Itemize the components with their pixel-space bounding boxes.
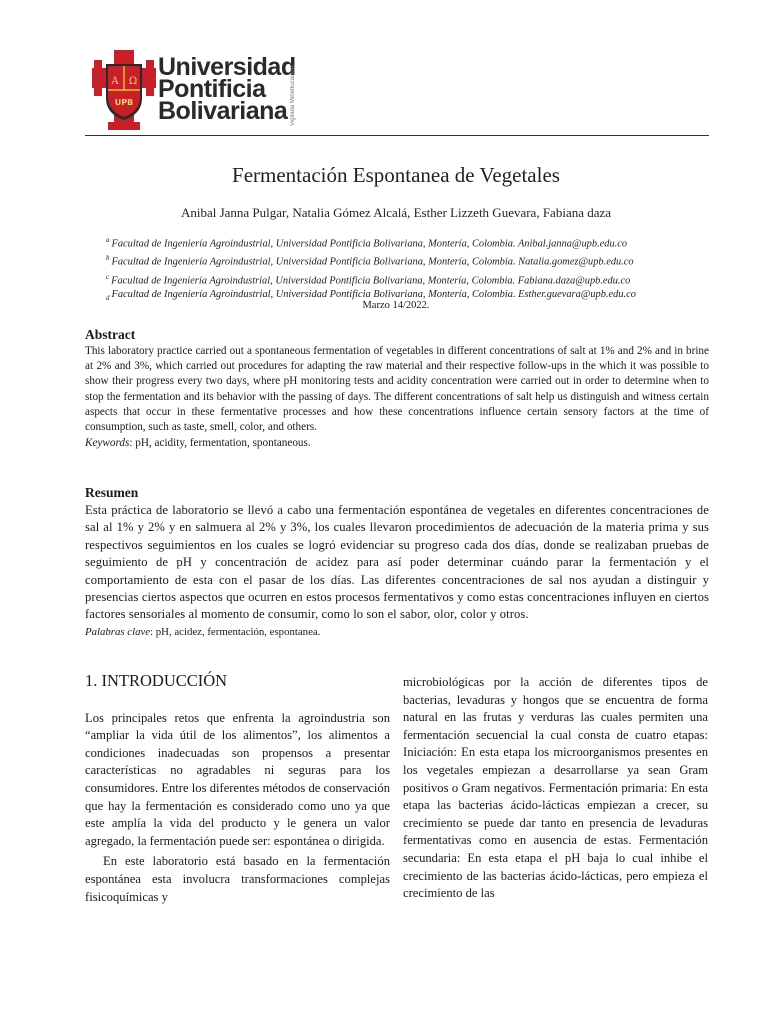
section-heading-introduccion: 1. INTRODUCCIÓN [85,671,228,690]
intro-paragraph-2: En este laboratorio está basado en la fermentación espontánea esta involucra transformaciones complejas fisicoquímicas y [85,854,390,904]
vigilada-label: Vigilada Mineducación [290,66,296,126]
resumen-section [85,485,709,639]
affiliation-line: $_d$ Facultad de Ingeniería Agroindustrial, Universidad Pontificia Bolivariana, Montería, Colombia. Esther.guevara@upb.edu.co [106,289,636,303]
university-name [158,53,296,125]
university-line-3: Bolivariana [158,97,288,125]
university-line-2: Pontificia [158,75,266,103]
affiliation-line: $^a$ Facultad de Ingeniería Agroindustrial, Universidad Pontificia Bolivariana, Montería, Colombia. Anibal.janna@upb.edu.co [106,236,628,250]
resumen-keywords: Palabras clave: pH, acidez, fermentación, espontanea. [85,625,321,638]
university-logo [92,40,312,130]
abstract-body: This laboratory practice carried out a spontaneous fermentation of vegetables in different concentrations of salt at 1% and 2% and in brine at 2% and 3%, which carried out procedures for adapting the raw material and their respective follow-ups in the which it was possible to show their progress every two days, where pH monitoring tests and acidity concentration were carried out in order to determine when to stop the fermentation and its behavior with the passing of days. The different concentrations of salt help us distinguish and witness certain aspects that occur in these fermentative processes and how these concentrations influence certain sensory factors at the time of consumption, such as taste, smell, color, and others. [85,345,709,434]
affiliation-line: $^b$ Facultad de Ingeniería Agroindustrial, Universidad Pontificia Bolivariana, Montería, Colombia. Natalia.gomez@upb.edu.co [106,254,634,268]
intro-paragraph-continued: microbiológicas por la acción de diferentes tipos de bacterias, levaduras y hongos que se encuentra de forma natural en las frutas y verduras las cuales permiten una fermentación secuencial la cual consta de cuatro etapas: Iniciación: En esta etapa los microorganismos presentes en los vegetales empiezan a desarrollarse ya sean Gram positivos o Gram negativos. Fermentación primaria: En esta etapa las bacterias ácido-lácticas empiezan a crecer, su crecimiento se puede dar tanto en presencia de levaduras fermentativas como en ausencia de estas. Fermentación secundaria: En esta etapa el pH baja lo cual inhibe el crecimiento de las bacterias ácido-lácticas, pero empieza el crecimiento de las [403,675,708,901]
shield-alpha: Α [111,76,119,87]
resumen-heading: Resumen [85,485,139,500]
left-column [85,672,390,906]
right-column [403,674,708,903]
paper-title: Fermentación Espontanea de Vegetales [232,163,560,187]
paper-authors: Anibal Janna Pulgar, Natalia Gómez Alcalá, Esther Lizzeth Guevara, Fabiana daza [180,205,612,220]
intro-paragraph-1: Los principales retos que enfrenta la agroindustria son “ampliar la vida útil de los alimentos”, los alimentos a condiciones inadecuadas son propensos a presentar características no agradables ni seguras para los consumidores. Entre los diferentes métodos de conservación que hay la fermentación es considerado como uno ya que este amplía la vida del producto y le genera un valor agregado, la fermentación puede ser: espontánea o dirigida. [85,710,390,848]
abstract-keywords: Keywords: pH, acidity, fermentation, spontaneous. [85,437,311,450]
paper-date: Marzo 14/2022. [362,300,430,311]
resumen-body: Esta práctica de laboratorio se llevó a cabo una fermentación espontánea de vegetales en diferentes concentraciones de sal al 1% y 2% y en salmuera al 2% y 3%, los cuales llevaron procedimientos de adecuación de la materia prima y sus respectivos seguimientos en los cuales se logró evidenciar su progreso cada dos días, donde se realizaban pruebas de seguimiento de pH y concentración de acidez para así poder determinar cuándo parar la fermentación y el comportamiento de esta con el pasar de los días. Las diferentes concentraciones de sal nos ayudan a distinguir y presencias ciertos aspectos que ocurren en estos procesos fermentativos y como estas concentraciones influyen en ciertos factores sensoriales al momento de consumir, como lo son el sabor, olor, color y otros. [85,503,709,622]
university-line-1: Universidad [158,53,296,81]
shield-omega: Ω [128,76,138,87]
shield-initials: UPB [114,98,134,107]
affiliation-line: $^c$ Facultad de Ingeniería Agroindustrial, Universidad Pontificia Bolivariana, Montería, Colombia. Fabiana.daza@upb.edu.co [106,272,631,287]
affiliations [106,233,726,305]
abstract-section [85,327,709,451]
header-divider [85,135,709,136]
abstract-heading: Abstract [85,327,136,342]
upb-shield-icon [92,50,156,130]
